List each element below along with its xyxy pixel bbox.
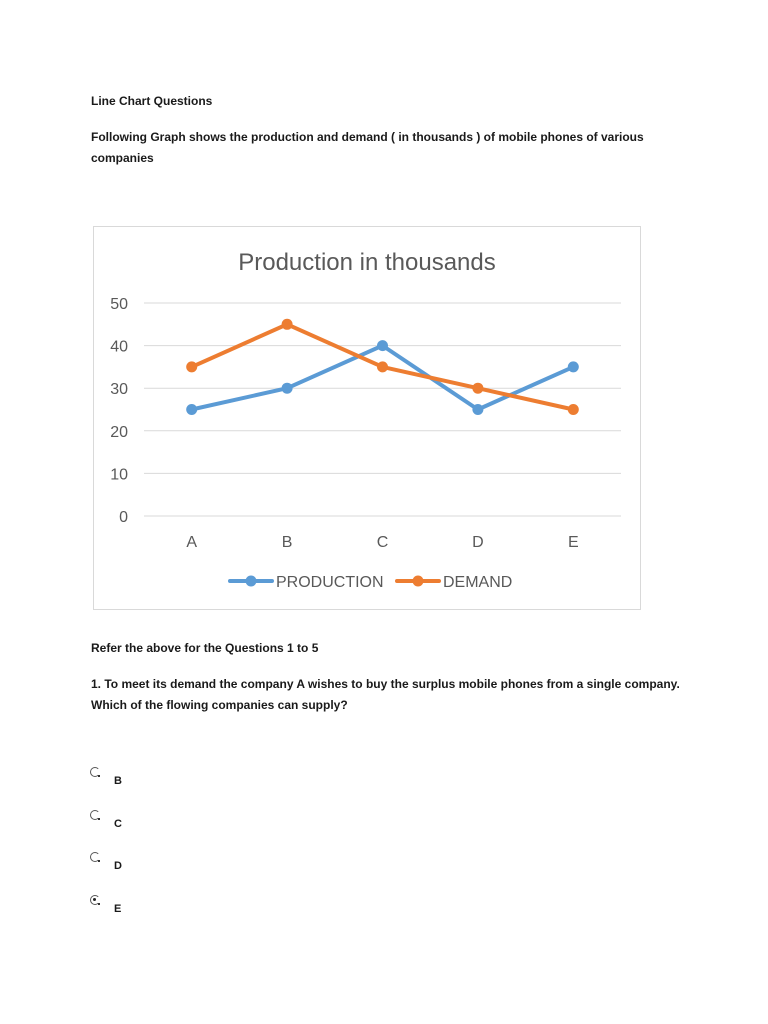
- question-text: 1. To meet its demand the company A wishes to buy the surplus mobile phones from a single company. Which of the flowing companies can supply?: [91, 677, 680, 712]
- chart-title: Production in thousands: [238, 249, 496, 276]
- radio-button-b[interactable]: [90, 767, 100, 777]
- radio-button-d[interactable]: [90, 852, 100, 862]
- y-tick-label: 10: [110, 466, 128, 484]
- line-chart: [93, 226, 641, 610]
- option-label: B: [114, 775, 122, 787]
- intro-text: Following Graph shows the production and demand ( in thousands ) of mobile phones of various companies: [91, 130, 644, 165]
- y-tick-label: 40: [110, 338, 128, 356]
- radio-dot-icon: [98, 903, 100, 905]
- option-b[interactable]: [90, 763, 122, 787]
- radio-button-c[interactable]: [90, 810, 100, 820]
- data-point-production: [568, 361, 579, 372]
- radio-button-e[interactable]: [90, 895, 100, 905]
- option-d[interactable]: [90, 848, 122, 872]
- option-c[interactable]: [90, 806, 122, 830]
- refer-text: Refer the above for the Questions 1 to 5: [91, 641, 319, 655]
- legend-label: PRODUCTION: [276, 574, 384, 591]
- y-tick-label: 20: [110, 423, 128, 441]
- y-tick-label: 50: [110, 296, 128, 313]
- x-tick-label: D: [472, 534, 484, 551]
- x-tick-label: A: [186, 534, 198, 551]
- option-label: C: [114, 818, 122, 830]
- page-heading: Line Chart Questions: [91, 94, 213, 108]
- data-point-production: [186, 404, 197, 415]
- radio-dot-icon: [98, 818, 100, 820]
- x-tick-label: C: [376, 534, 389, 551]
- data-point-production: [377, 340, 388, 351]
- x-tick-label: B: [281, 534, 293, 551]
- data-point-demand: [472, 383, 483, 394]
- data-point-demand: [282, 319, 293, 330]
- series-line-production: [192, 346, 574, 410]
- x-tick-label: E: [567, 534, 579, 551]
- option-label: E: [114, 903, 122, 915]
- data-point-production: [282, 383, 293, 394]
- chart-canvas: [94, 227, 640, 609]
- y-tick-label: 0: [119, 509, 128, 526]
- legend-swatch-marker: [246, 576, 257, 587]
- option-label: D: [114, 860, 122, 872]
- y-tick-label: 30: [110, 381, 128, 399]
- data-point-demand: [377, 361, 388, 372]
- data-point-demand: [568, 404, 579, 415]
- option-e[interactable]: [90, 891, 121, 915]
- legend-label: DEMAND: [443, 574, 513, 591]
- legend-swatch-marker: [413, 576, 424, 587]
- radio-dot-icon: [98, 860, 100, 862]
- radio-dot-icon: [98, 775, 100, 777]
- data-point-demand: [186, 361, 197, 372]
- data-point-production: [472, 404, 483, 415]
